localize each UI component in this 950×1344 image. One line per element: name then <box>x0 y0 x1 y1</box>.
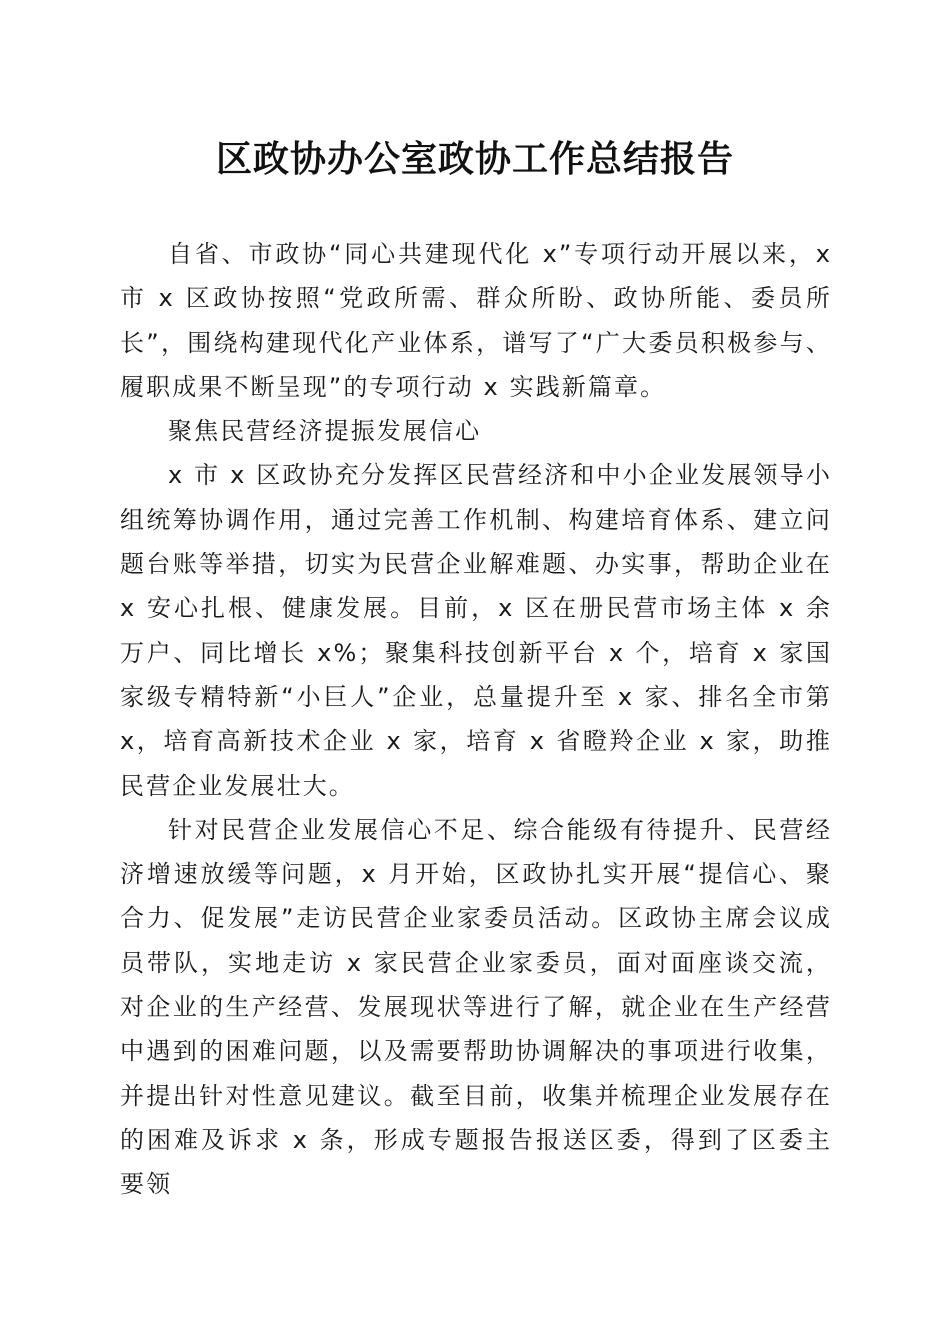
document-body <box>120 232 832 1207</box>
section-heading: 聚焦民营经济提振发展信心 <box>168 417 482 446</box>
paragraph-overview: x 市 x 区政协充分发挥区民营经济和中小企业发展领导小组统筹协调作用，通过完善工作机制、构建培育体系、建立问题台账等举措，切实为民营企业解难题、办实事，帮助企业在 x 安心扎根、健康发展。目前，x 区在册民营市场主体 x 余万户、同比增长 x%；聚集科技创新平台 x 个，培育 x 家国家级专精特新“小巨人”企业，总量提升至 x 家、排名全市第 x，培育高新技术企业 x 家，培育 x 省瞪羚企业 x 家，助推民营企业发展壮大。 <box>120 461 832 800</box>
paragraph-visits: 针对民营企业发展信心不足、综合能级有待提升、民营经济增速放缓等问题，x 月开始，区政协扎实开展“提信心、聚合力、促发展”走访民营企业家委员活动。区政协主席会议成员带队，实地走访 x 家民营企业家委员，面对面座谈交流，对企业的生产经营、发展现状等进行了解，就企业在生产经营中遇到的困难问题，以及需要帮助协调解决的事项进行收集，并提出针对性意见建议。截至目前，收集并梳理企业发展存在的困难及诉求 x 条，形成专题报告报送区委，得到了区委主要领 <box>120 815 832 1199</box>
paragraph-intro: 自省、市政协“同心共建现代化 x”专项行动开展以来，x 市 x 区政协按照“党政所需、群众所盼、政协所能、委员所长”，围绕构建现代化产业体系，谱写了“广大委员积极参与、履职成果不断呈现”的专项行动 x 实践新篇章。 <box>120 240 832 401</box>
document-title: 区政协办公室政协工作总结报告 <box>215 138 734 180</box>
